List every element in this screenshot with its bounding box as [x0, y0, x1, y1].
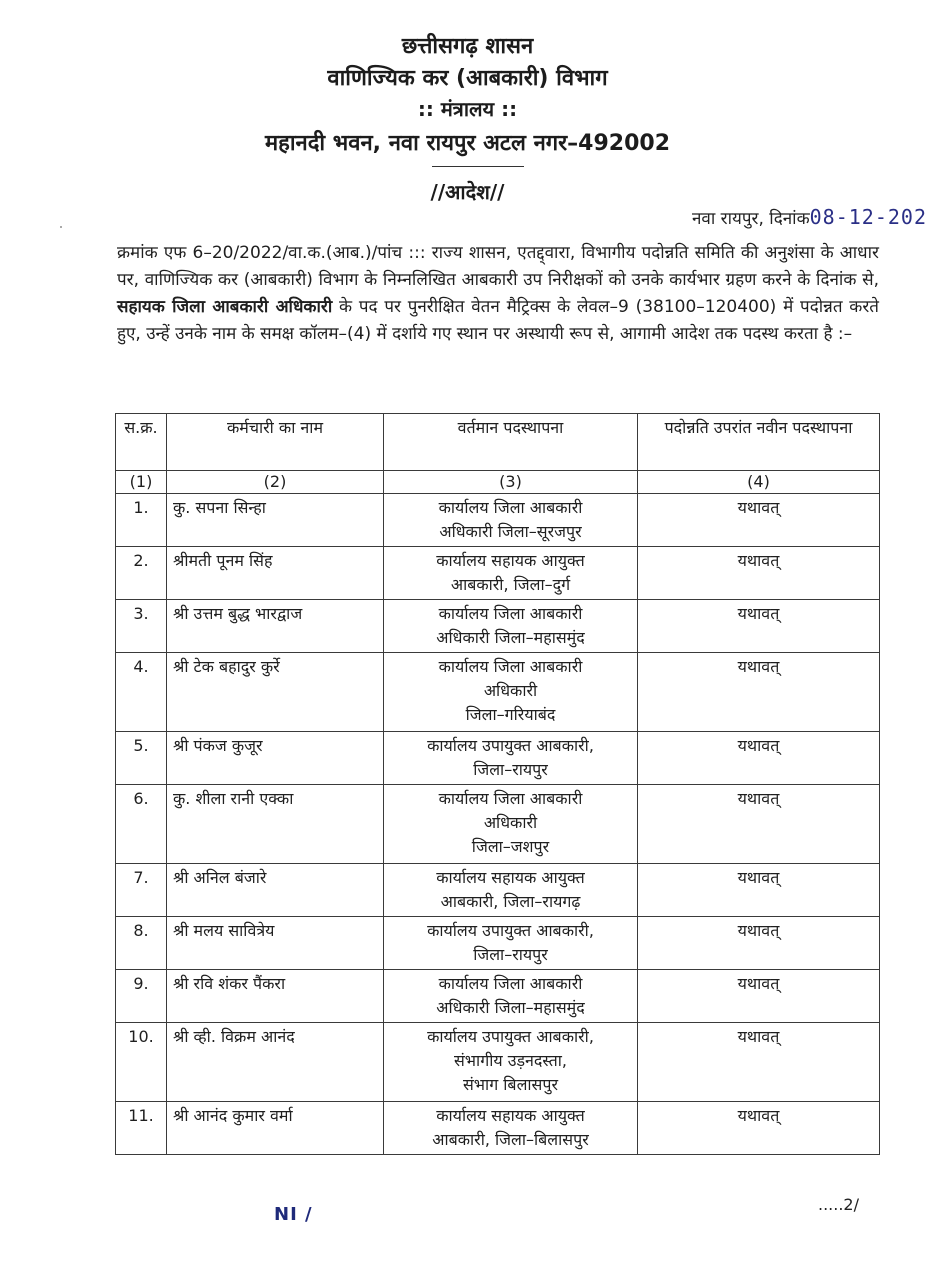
employee-name: श्री व्ही. विक्रम आनंद [167, 1023, 384, 1102]
table-body [116, 494, 880, 1155]
table-row [116, 653, 880, 732]
table-row [116, 785, 880, 864]
govt-name: छत्तीसगढ़ शासन [401, 34, 534, 59]
serial-number: 9. [116, 970, 167, 1023]
current-posting-line: अधिकारी [483, 681, 538, 700]
table-header-row [116, 414, 880, 471]
date-value: 08-12-202 [809, 205, 927, 229]
department-name: वाणिज्यिक कर (आबकारी) विभाग [327, 66, 608, 91]
current-posting [384, 864, 638, 917]
current-posting-line: आबकारी, जिला–बिलासपुर [432, 1130, 589, 1149]
column-number-row [116, 471, 880, 494]
serial-number: 3. [116, 600, 167, 653]
current-posting-line: कार्यालय जिला आबकारी [438, 498, 583, 517]
new-posting: यथावत् [638, 785, 880, 864]
header-name: कर्मचारी का नाम [167, 414, 384, 471]
col-num-1: (1) [116, 471, 167, 494]
new-posting: यथावत् [638, 494, 880, 547]
new-posting: यथावत् [638, 1023, 880, 1102]
current-posting [384, 917, 638, 970]
current-posting [384, 732, 638, 785]
serial-number: 6. [116, 785, 167, 864]
new-posting: यथावत् [638, 864, 880, 917]
serial-number: 1. [116, 494, 167, 547]
order-title: //आदेश// [430, 180, 505, 204]
order-body-part2: के पद पर पुनरीक्षित वेतन मैट्रिक्स के लेवल–9 (38100–120400) में पदोन्नत करते हुए, उन्हें उनके नाम के समक्ष कॉलम–(4) में दर्शाये गए स्थान पर अस्थायी रूप से, आगामी आदेश तक पदस्थ करता है :– [117, 297, 879, 344]
date-label: नवा रायपुर, दिनांक [691, 209, 810, 229]
employee-name: श्री आनंद कुमार वर्मा [167, 1102, 384, 1155]
current-posting-line: कार्यालय जिला आबकारी [438, 974, 583, 993]
current-posting-line: संभागीय उड़नदस्ता, [453, 1051, 567, 1070]
table-row [116, 1102, 880, 1155]
current-posting-line: कार्यालय जिला आबकारी [438, 657, 583, 676]
date-line [692, 205, 927, 229]
employee-name: श्री उत्तम बुद्ध भारद्वाज [167, 600, 384, 653]
new-posting: यथावत् [638, 653, 880, 732]
current-posting-line: संभाग बिलासपुर [462, 1075, 559, 1094]
current-posting [384, 653, 638, 732]
col-num-4: (4) [638, 471, 880, 494]
serial-number: 7. [116, 864, 167, 917]
initials: NI / [274, 1204, 313, 1225]
employee-name: श्री मलय सावित्रेय [167, 917, 384, 970]
page-continuation: .....2/ [818, 1195, 859, 1214]
new-posting: यथावत् [638, 917, 880, 970]
order-body-part1: क्रमांक एफ 6–20/2022/वा.क.(आब.)/पांच ::: राज्य शासन, एतद्द्वारा, विभागीय पदोन्नति समिति की अनुशंसा के आधार पर, वाणिज्यिक कर (आबकारी) विभाग के निम्नलिखित आबकारी उप निरीक्षकों को उनके कार्यभार ग्रहण करने के दिनांक से, [117, 243, 879, 290]
speck [60, 226, 62, 228]
employee-name: श्री अनिल बंजारे [167, 864, 384, 917]
employee-name: कु. शीला रानी एक्का [167, 785, 384, 864]
ministry-label: :: मंत्रालय :: [417, 97, 518, 121]
table-row [116, 917, 880, 970]
table-row [116, 970, 880, 1023]
order-body [117, 240, 879, 348]
header-current-posting: वर्तमान पदस्थापना [384, 414, 638, 471]
current-posting-line: जिला–रायपुर [473, 945, 548, 964]
current-posting-line: जिला–रायपुर [473, 760, 548, 779]
serial-number: 5. [116, 732, 167, 785]
employee-name: श्री टेक बहादुर कुर्रे [167, 653, 384, 732]
current-posting-line: आबकारी, जिला–दुर्ग [450, 575, 571, 594]
col-num-2: (2) [167, 471, 384, 494]
current-posting [384, 970, 638, 1023]
new-posting: यथावत् [638, 732, 880, 785]
serial-number: 8. [116, 917, 167, 970]
table-row [116, 1023, 880, 1102]
current-posting-line: अधिकारी जिला–महासमुंद [436, 628, 585, 647]
new-posting: यथावत् [638, 1102, 880, 1155]
current-posting-line: कार्यालय सहायक आयुक्त [436, 1106, 585, 1125]
divider [432, 166, 524, 167]
current-posting-line: कार्यालय सहायक आयुक्त [436, 868, 585, 887]
new-posting: यथावत् [638, 970, 880, 1023]
table-row [116, 600, 880, 653]
table-row [116, 547, 880, 600]
table-row [116, 732, 880, 785]
table-row [116, 864, 880, 917]
current-posting-line: कार्यालय उपायुक्त आबकारी, [427, 1027, 594, 1046]
current-posting [384, 785, 638, 864]
promotion-table [115, 413, 880, 1155]
current-posting-line: जिला–गरियाबंद [465, 705, 556, 724]
col-num-3: (3) [384, 471, 638, 494]
employee-name: श्री पंकज कुजूर [167, 732, 384, 785]
current-posting [384, 547, 638, 600]
current-posting-line: कार्यालय उपायुक्त आबकारी, [427, 921, 594, 940]
employee-name: श्रीमती पूनम सिंह [167, 547, 384, 600]
serial-number: 11. [116, 1102, 167, 1155]
current-posting-line: अधिकारी [483, 813, 538, 832]
serial-number: 2. [116, 547, 167, 600]
current-posting-line: कार्यालय उपायुक्त आबकारी, [427, 736, 594, 755]
header-serial: स.क्र. [116, 414, 167, 471]
new-posting: यथावत् [638, 547, 880, 600]
current-posting [384, 494, 638, 547]
current-posting-line: आबकारी, जिला–रायगढ़ [440, 892, 581, 911]
table-row [116, 494, 880, 547]
address: महानदी भवन, नवा रायपुर अटल नगर–492002 [264, 131, 671, 156]
new-posting: यथावत् [638, 600, 880, 653]
current-posting-line: जिला–जशपुर [471, 837, 550, 856]
current-posting-line: कार्यालय जिला आबकारी [438, 604, 583, 623]
employee-name: श्री रवि शंकर पैंकरा [167, 970, 384, 1023]
current-posting [384, 1023, 638, 1102]
current-posting-line: अधिकारी जिला–महासमुंद [436, 998, 585, 1017]
current-posting-line: कार्यालय जिला आबकारी [438, 789, 583, 808]
current-posting [384, 600, 638, 653]
serial-number: 10. [116, 1023, 167, 1102]
current-posting-line: अधिकारी जिला–सूरजपुर [439, 522, 582, 541]
employee-name: कु. सपना सिन्हा [167, 494, 384, 547]
current-posting-line: कार्यालय सहायक आयुक्त [436, 551, 585, 570]
order-body-post: सहायक जिला आबकारी अधिकारी [117, 297, 333, 317]
serial-number: 4. [116, 653, 167, 732]
current-posting [384, 1102, 638, 1155]
header-new-posting: पदोन्नति उपरांत नवीन पदस्थापना [638, 414, 880, 471]
